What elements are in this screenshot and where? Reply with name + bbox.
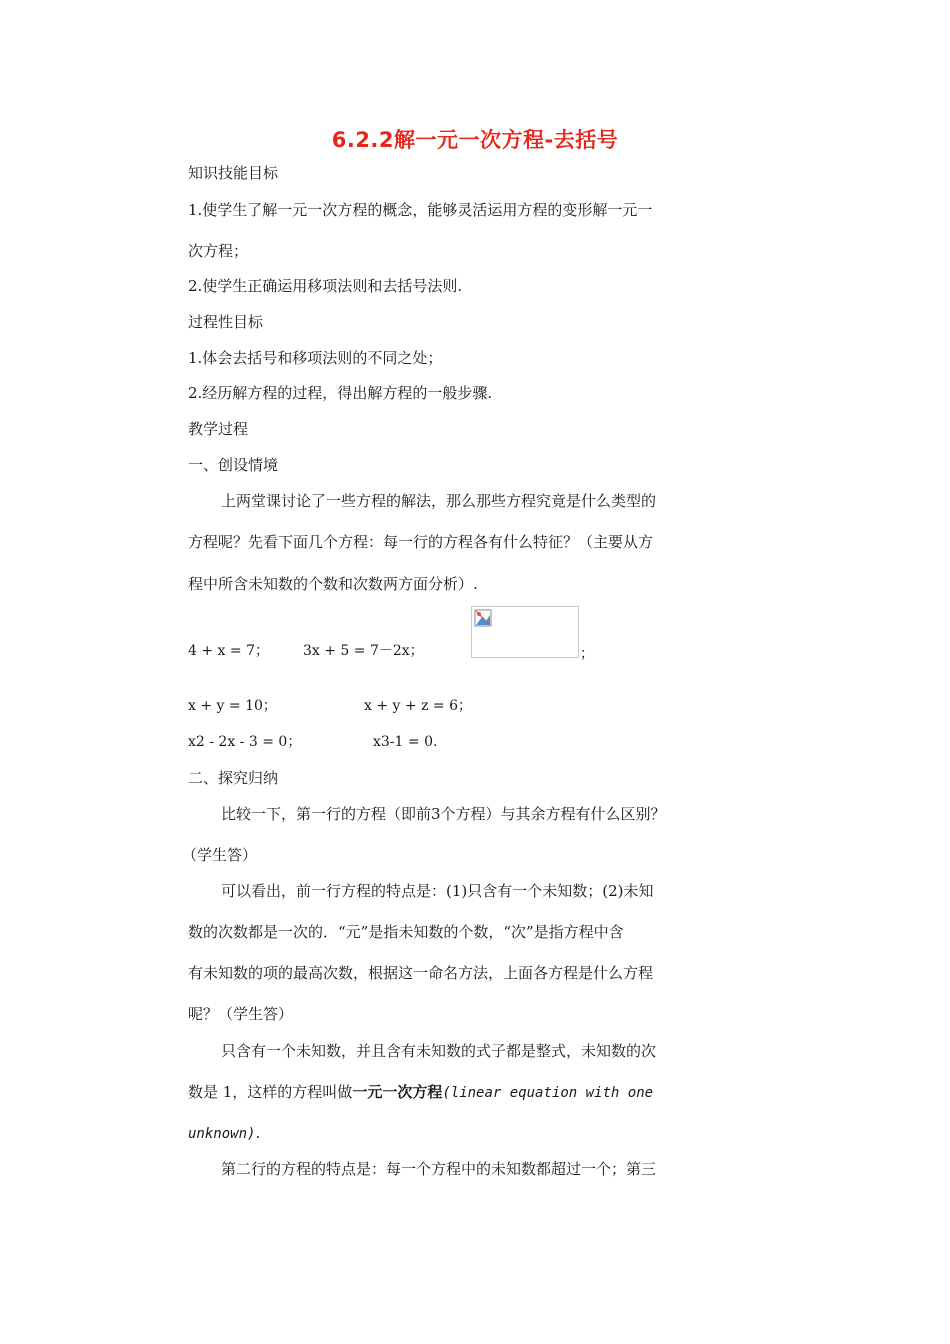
paragraph-3-line-1: 可以看出，前一行方程的特点是：(1)只含有一个未知数；(2)未知 — [221, 882, 654, 900]
paragraph-3-line-4: 呢？（学生答） — [188, 1005, 294, 1023]
broken-image-icon — [474, 609, 492, 627]
equation-3-semicolon: ； — [580, 646, 594, 662]
paragraph-4-line-1: 只含有一个未知数，并且含有未知数的式子都是整式，未知数的次 — [221, 1042, 657, 1060]
paragraph-1-line-3: 程中所含未知数的个数和次数两方面分析）. — [188, 575, 478, 593]
equation-2-text: 3x + 5 = 7－2x； — [303, 643, 424, 659]
part-heading-1: 一、创设情境 — [188, 456, 279, 474]
equation-4: x + y = 10； — [188, 698, 277, 714]
paragraph-1-line-1: 上两堂课讨论了一些方程的解法，那么那些方程究竟是什么类型的 — [221, 492, 657, 510]
paragraph-4-line-2 — [188, 1082, 653, 1103]
paragraph-2-line-1: 比较一下，第一行的方程（即前3个方程）与其余方程有什么区别？ — [221, 805, 666, 823]
knowledge-item-1-cont: 次方程； — [188, 242, 249, 260]
paragraph-3-line-3: 有未知数的项的最高次数，根据这一命名方法，上面各方程是什么方程 — [188, 964, 654, 982]
paragraph-1-line-2: 方程呢？先看下面几个方程：每一行的方程各有什么特征？（主要从方 — [188, 533, 654, 551]
equation-image-placeholder — [471, 606, 579, 658]
period: . — [255, 1124, 261, 1142]
equation-6: x2 - 2x - 3 = 0； — [188, 734, 302, 750]
paragraph-2-line-2: （学生答） — [182, 846, 258, 864]
knowledge-item-2: 2.使学生正确运用移项法则和去括号法则. — [188, 277, 463, 295]
page-title: 6.2.2解一元一次方程-去括号 — [331, 128, 619, 152]
process-item-2: 2.经历解方程的过程，得出解方程的一般步骤. — [188, 384, 493, 402]
term-linear-equation: 一元一次方程 — [352, 1083, 443, 1101]
term-english-cont: unknown) — [188, 1126, 256, 1142]
equation-5: x + y + z = 6； — [364, 698, 472, 714]
equation-7: x3-1 = 0. — [373, 734, 438, 750]
paragraph-4-line-3 — [188, 1123, 260, 1144]
section-heading-knowledge: 知识技能目标 — [188, 164, 279, 182]
equation-2 — [303, 641, 424, 661]
process-item-1: 1.体会去括号和移项法则的不同之处； — [188, 349, 443, 367]
paragraph-3-line-2: 数的次数都是一次的．“元”是指未知数的个数，“次”是指方程中含 — [188, 923, 624, 941]
section-heading-process: 过程性目标 — [188, 313, 264, 331]
section-heading-teaching: 教学过程 — [188, 420, 249, 438]
knowledge-item-1: 1.使学生了解一元一次方程的概念，能够灵活运用方程的变形解一元一 — [188, 201, 653, 219]
equation-1-text: 4 + x = 7； — [188, 643, 269, 659]
equation-1 — [188, 641, 269, 661]
paragraph-4-text: 数是 1，这样的方程叫做 — [188, 1083, 353, 1101]
term-english: (linear equation with one — [442, 1085, 654, 1101]
part-heading-2: 二、探究归纳 — [188, 769, 279, 787]
paragraph-5-line-1: 第二行的方程的特点是：每一个方程中的未知数都超过一个；第三 — [221, 1160, 657, 1178]
